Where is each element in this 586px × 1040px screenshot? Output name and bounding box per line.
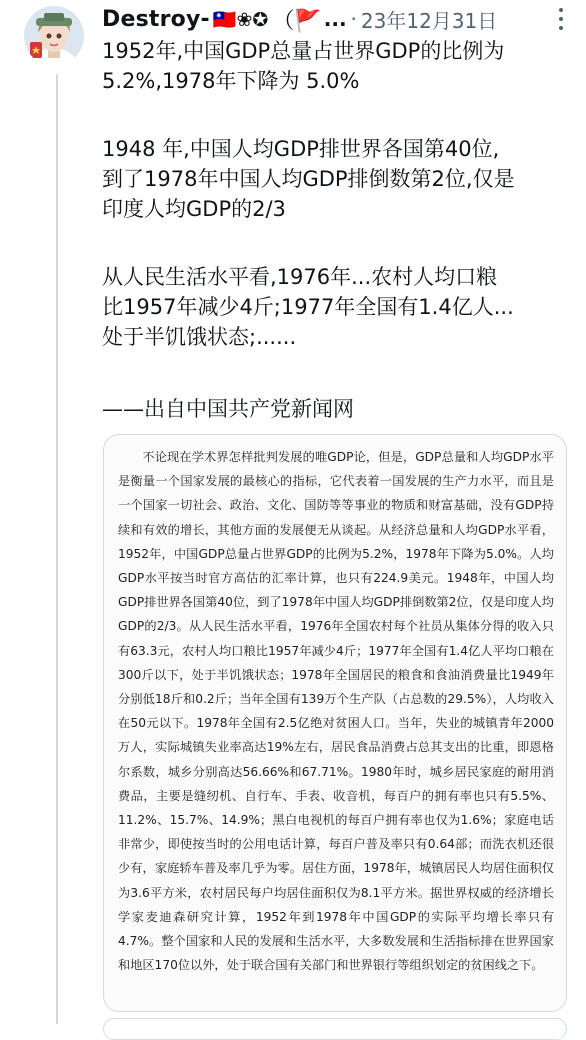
paragraph-1	[102, 36, 572, 96]
more-options-icon[interactable]	[558, 8, 564, 30]
separator: ·	[350, 7, 357, 31]
paragraph-1-line-2: 5.2%,1978年下降为 5.0%	[102, 69, 360, 93]
author-paren: （🚩	[272, 8, 322, 34]
author-emoji: 🇹🇼❀✪	[212, 8, 269, 31]
paragraph-3-line-1: 从人民生活水平看,1976年...农村人均口粮	[102, 265, 498, 289]
post-date[interactable]: 23年12月31日	[360, 8, 498, 33]
next-card[interactable]	[103, 1018, 567, 1040]
paragraph-3	[102, 262, 572, 352]
attached-image[interactable]	[103, 434, 567, 1012]
paragraph-1-line-1: 1952年,中国GDP总量占世界GDP的比例为	[102, 39, 505, 63]
avatar-image	[24, 6, 84, 66]
author-name[interactable]: Destroy-	[102, 6, 210, 32]
paragraph-2-line-3: 印度人均GDP的2/3	[102, 197, 286, 221]
paragraph-2	[102, 134, 572, 224]
post-header	[102, 4, 576, 34]
paragraph-2-line-2: 到了1978年中国人均GDP排倒数第2位,仅是	[102, 167, 515, 191]
paragraph-3-line-3: 处于半饥饿状态;......	[102, 325, 297, 349]
thread-line	[56, 74, 58, 1024]
attached-image-text: 不论现在学术界怎样批判发展的唯GDP论，但是，GDP总量和人均GDP水平是衡量一个国家发展的最核心的指标，它代表着一国发展的生产力水平，而且是一个国家一切社会、政治、文化、国防等等事业的物质和财富基础，没有GDP持续和有效的增长，其他方面的发展便无从谈起。从经济总量和人均GDP水平看，1952年，中国GDP总量占世界GDP的比例为5.2%，1978年下降为5.0%。人均GDP水平按当时官方高估的汇率计算，也只有224.9美元。1948年，中国人均GDP排世界各国第40位，到了1978年中国人均GDP排倒数第2位，仅是印度人均GDP的2/3。从人民生活水平看，1976年全国农村每个社员从集体分得的收入只有63.3元，农村人均口粮比1957年减少4斤；1977年全国有1.4亿人平均口粮在300斤以下，处于半饥饿状态；1978年全国居民的粮食和食油消费量比1949年分别低18斤和0.2斤；当年全国有139万个生产队（占总数的29.5%），人均收入在50元以下。1978年全国有2.5亿绝对贫困人口。当年，失业的城镇青年2000万人，实际城镇失业率高达19%左右，居民食品消费占总其支出的比重，即恩格尔系数，城乡分别高达56.66%和67.71%。1980年时，城乡居民家庭的耐用消费品，主要是缝纫机、自行车、手表、收音机，每百户的拥有率也只有5.5%、11.2%、15.7%、14.9%；黑白电视机的每百户拥有率也仅为1.6%；家庭电话非常少，即使按当时的公用电话计算，每百户普及率只有0.64部；而洗衣机还很少有，家庭轿车普及率几乎为零。居住方面，1978年，城镇居民人均居住面积仅为3.6平方米，农村居民每户均居住面积仅为8.1平方米。据世界权威的经济增长学家麦迪森研究计算，1952年到1978年中国GDP的实际平均增长率只有4.7%。整个国家和人民的发展和生活水平，大多数发展和生活指标排在世界国家和地区170位以外，处于联合国有关部门和世界银行等组织划定的贫困线之下。	[118, 450, 554, 973]
source-line: ——出自中国共产党新闻网	[102, 397, 354, 421]
avatar[interactable]	[24, 6, 84, 66]
paragraph-3-line-2: 比1957年减少4斤;1977年全国有1.4亿人...	[102, 295, 514, 319]
author-ellipsis: ...	[323, 7, 347, 31]
paragraph-2-line-1: 1948 年,中国人均GDP排世界各国第40位,	[102, 137, 500, 161]
